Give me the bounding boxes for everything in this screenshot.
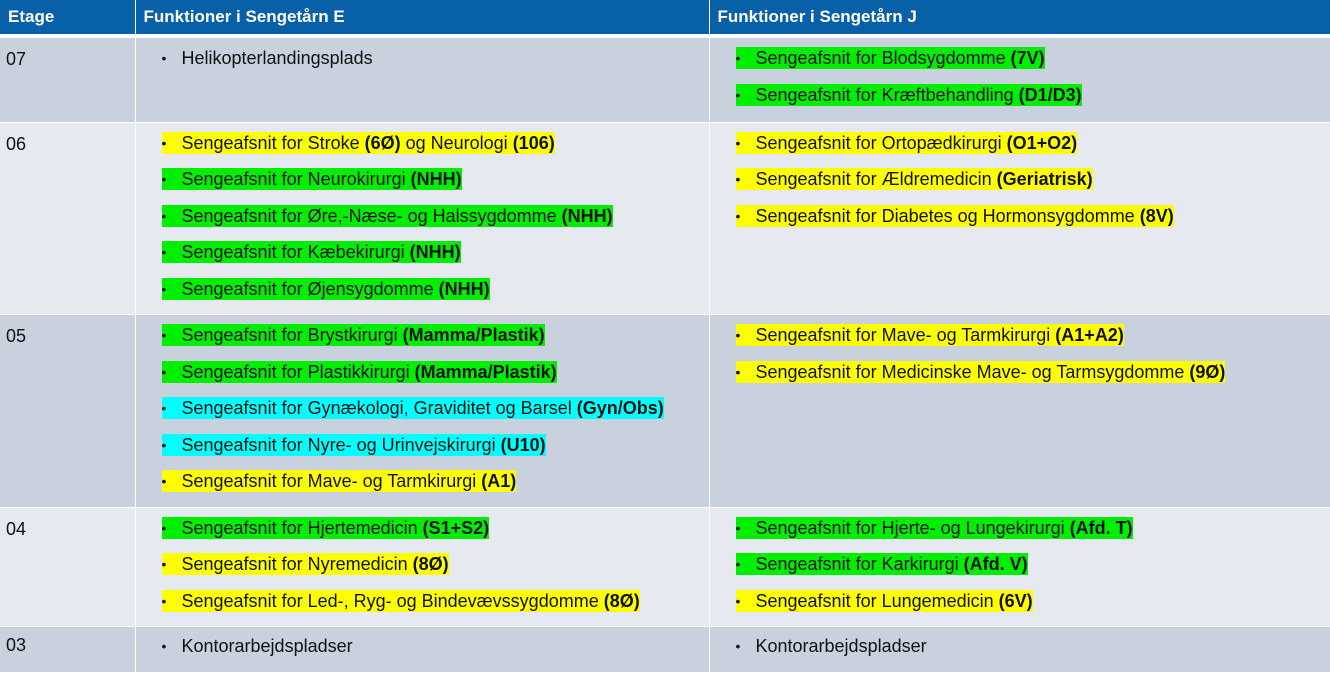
- bullet-icon: •: [735, 363, 741, 380]
- ward-name: Sengeafsnit for Ortopædkirurgi: [755, 132, 1007, 153]
- tower-e-cell: [135, 36, 709, 122]
- list-item: [162, 241, 709, 278]
- ward-code: (A1+A2): [1055, 325, 1124, 345]
- table-row: [0, 627, 1330, 673]
- ward-code: (S1+S2): [422, 517, 490, 538]
- function-list: [136, 123, 709, 315]
- ward-name: Sengeafsnit for Øre,-Næse- og Halssygdomme: [181, 205, 562, 226]
- ward-name: Sengeafsnit for Mave- og Tarmkirurgi: [181, 471, 482, 491]
- ward-label: [162, 361, 557, 383]
- ward-label: [162, 278, 490, 300]
- list-item: [736, 84, 1330, 121]
- tower-e-cell: [135, 122, 709, 315]
- bullet-icon: •: [161, 473, 167, 489]
- bullet-icon: •: [735, 519, 741, 536]
- ward-name: Sengeafsnit for Led-, Ryg- og Bindevævssygdomme: [181, 590, 604, 611]
- bullet-icon: •: [735, 134, 741, 151]
- tower-j-cell: [709, 627, 1330, 673]
- bullet-icon: •: [161, 171, 167, 187]
- ward-label: [736, 84, 1082, 106]
- ward-name: Sengeafsnit for Ældremedicin: [755, 169, 997, 189]
- bullet-icon: •: [161, 50, 167, 66]
- tower-j-cell: [709, 36, 1330, 122]
- list-item: [162, 361, 709, 398]
- bullet-icon: •: [161, 592, 167, 609]
- ward-name-cont: og Neurologi: [400, 132, 513, 153]
- ward-code: (106): [512, 132, 555, 153]
- bullet-icon: •: [161, 638, 167, 654]
- ward-code: (6Ø): [364, 132, 401, 153]
- ward-label: [736, 47, 1045, 69]
- tower-j-cell: [709, 315, 1330, 508]
- ward-name: Sengeafsnit for Hjertemedicin: [181, 517, 423, 538]
- ward-name: Sengeafsnit for Neurokirurgi: [181, 169, 411, 189]
- bullet-icon: •: [735, 592, 741, 609]
- ward-code: (7V): [1010, 48, 1045, 68]
- ward-code: (Mamma/Plastik): [414, 361, 557, 382]
- function-list: [136, 38, 709, 84]
- ward-label: [162, 517, 490, 539]
- ward-name: Sengeafsnit for Øjensygdomme: [181, 278, 439, 299]
- ward-label: [736, 324, 1124, 346]
- ward-label: [736, 590, 1033, 612]
- ward-label: [736, 132, 1078, 154]
- list-item: [736, 324, 1330, 361]
- ward-label: [736, 361, 1226, 383]
- bullet-icon: •: [735, 171, 741, 187]
- list-item: [162, 205, 709, 242]
- ward-label: [162, 470, 517, 492]
- ward-name: Sengeafsnit for Nyre- og Urinvejskirurgi: [181, 434, 501, 455]
- table-body: [0, 36, 1330, 672]
- ward-label: [162, 47, 373, 69]
- bullet-icon: •: [161, 400, 167, 416]
- ward-code: (9Ø): [1189, 361, 1226, 382]
- bullet-icon: •: [161, 519, 167, 536]
- bullet-icon: •: [161, 436, 167, 453]
- tower-j-cell: [709, 122, 1330, 315]
- ward-code: (O1+O2): [1006, 132, 1078, 153]
- list-item: [736, 361, 1330, 398]
- list-item: [162, 517, 709, 554]
- bullet-icon: •: [735, 556, 741, 572]
- ward-name: Sengeafsnit for Karkirurgi: [755, 554, 964, 574]
- function-list: [710, 315, 1330, 397]
- list-item: [162, 132, 709, 169]
- table-row: [0, 36, 1330, 122]
- ward-code: (Afd. V): [963, 554, 1028, 574]
- function-list: [136, 315, 709, 507]
- floor-cell: 05: [0, 315, 135, 508]
- ward-code: (8Ø): [603, 590, 640, 611]
- bullet-icon: •: [735, 638, 741, 654]
- ward-label: [736, 635, 927, 657]
- bullet-icon: •: [161, 244, 167, 260]
- list-item: [736, 132, 1330, 169]
- ward-label: [162, 324, 545, 346]
- tower-e-cell: [135, 315, 709, 508]
- floor-cell: 04: [0, 507, 135, 627]
- table-row: [0, 507, 1330, 627]
- ward-label: [736, 168, 1093, 190]
- table-row: [0, 122, 1330, 315]
- ward-code: (NHH): [438, 278, 490, 299]
- bullet-icon: •: [161, 556, 167, 572]
- ward-label: [162, 434, 546, 456]
- bullet-icon: •: [735, 207, 741, 224]
- ward-label: [162, 397, 664, 419]
- bullet-icon: •: [735, 86, 741, 103]
- ward-name: Sengeafsnit for Nyremedicin: [181, 554, 413, 574]
- function-list: [710, 38, 1330, 120]
- list-item: [162, 168, 709, 205]
- ward-label: [162, 241, 461, 263]
- tower-j-cell: [709, 507, 1330, 627]
- ward-label: [736, 205, 1174, 227]
- ward-code: (Afd. T): [1069, 517, 1133, 538]
- function-list: [136, 627, 709, 672]
- ward-label: [736, 517, 1133, 539]
- ward-code: (8V): [1139, 205, 1174, 226]
- list-item: [162, 324, 709, 361]
- floor-cell: 03: [0, 627, 135, 673]
- header-tower-e: Funktioner i Sengetårn E: [135, 0, 709, 36]
- ward-name: Sengeafsnit for Brystkirurgi: [181, 325, 403, 345]
- ward-code: (Geriatrisk): [996, 169, 1093, 189]
- floor-cell: 06: [0, 122, 135, 315]
- ward-name: Kontorarbejdspladser: [755, 636, 927, 656]
- list-item: [736, 553, 1330, 590]
- bullet-icon: •: [161, 363, 167, 380]
- ward-name: Sengeafsnit for Gynækologi, Graviditet og Barsel: [181, 398, 577, 418]
- ward-name: Sengeafsnit for Lungemedicin: [755, 590, 999, 611]
- ward-code: (Gyn/Obs): [576, 398, 664, 418]
- header-row: [0, 0, 1330, 36]
- ward-label: [736, 553, 1028, 575]
- ward-name: Sengeafsnit for Diabetes og Hormonsygdomme: [755, 205, 1140, 226]
- ward-code: (D1/D3): [1018, 84, 1082, 105]
- bullet-icon: •: [161, 327, 167, 343]
- ward-label: [162, 205, 613, 227]
- tower-e-cell: [135, 627, 709, 673]
- bullet-icon: •: [161, 280, 167, 297]
- ward-name: Sengeafsnit for Blodsygdomme: [755, 48, 1011, 68]
- list-item: [162, 47, 709, 84]
- list-item: [736, 517, 1330, 554]
- ward-code: (NHH): [409, 242, 461, 262]
- list-item: [736, 168, 1330, 205]
- ward-name: Sengeafsnit for Kæbekirurgi: [181, 242, 410, 262]
- list-item: [162, 553, 709, 590]
- list-item: [162, 434, 709, 471]
- list-item: [736, 590, 1330, 627]
- list-item: [736, 635, 1330, 672]
- list-item: [736, 47, 1330, 84]
- bullet-icon: •: [161, 134, 167, 151]
- tower-e-cell: [135, 507, 709, 627]
- table-row: [0, 315, 1330, 508]
- ward-label: [162, 590, 640, 612]
- list-item: [736, 205, 1330, 242]
- ward-name: Sengeafsnit for Kræftbehandling: [755, 84, 1019, 105]
- function-list: [710, 508, 1330, 627]
- ward-name: Helikopterlandingsplads: [181, 48, 373, 68]
- ward-code: (U10): [500, 434, 546, 455]
- ward-label: [162, 635, 353, 657]
- function-list: [710, 627, 1330, 672]
- ward-code: (NHH): [410, 169, 462, 189]
- ward-label: [162, 132, 555, 154]
- floor-cell: 07: [0, 36, 135, 122]
- ward-code: (NHH): [561, 205, 613, 226]
- header-floor: Etage: [0, 0, 135, 36]
- bullet-icon: •: [161, 207, 167, 224]
- list-item: [162, 470, 709, 507]
- ward-name: Sengeafsnit for Mave- og Tarmkirurgi: [755, 325, 1056, 345]
- function-list: [136, 508, 709, 627]
- ward-code: (8Ø): [412, 554, 449, 574]
- ward-name: Kontorarbejdspladser: [181, 636, 353, 656]
- bullet-icon: •: [735, 327, 741, 343]
- ward-code: (A1): [481, 471, 517, 491]
- list-item: [162, 278, 709, 315]
- ward-name: Sengeafsnit for Plastikkirurgi: [181, 361, 415, 382]
- ward-label: [162, 553, 449, 575]
- ward-name: Sengeafsnit for Medicinske Mave- og Tarmsygdomme: [755, 361, 1190, 382]
- ward-name: Sengeafsnit for Stroke: [181, 132, 365, 153]
- ward-label: [162, 168, 462, 190]
- list-item: [162, 590, 709, 627]
- bullet-icon: •: [735, 50, 741, 66]
- header-tower-j: Funktioner i Sengetårn J: [709, 0, 1330, 36]
- list-item: [162, 397, 709, 434]
- function-list: [710, 123, 1330, 242]
- list-item: [162, 635, 709, 672]
- ward-code: (Mamma/Plastik): [402, 325, 545, 345]
- ward-code: (6V): [998, 590, 1033, 611]
- ward-name: Sengeafsnit for Hjerte- og Lungekirurgi: [755, 517, 1070, 538]
